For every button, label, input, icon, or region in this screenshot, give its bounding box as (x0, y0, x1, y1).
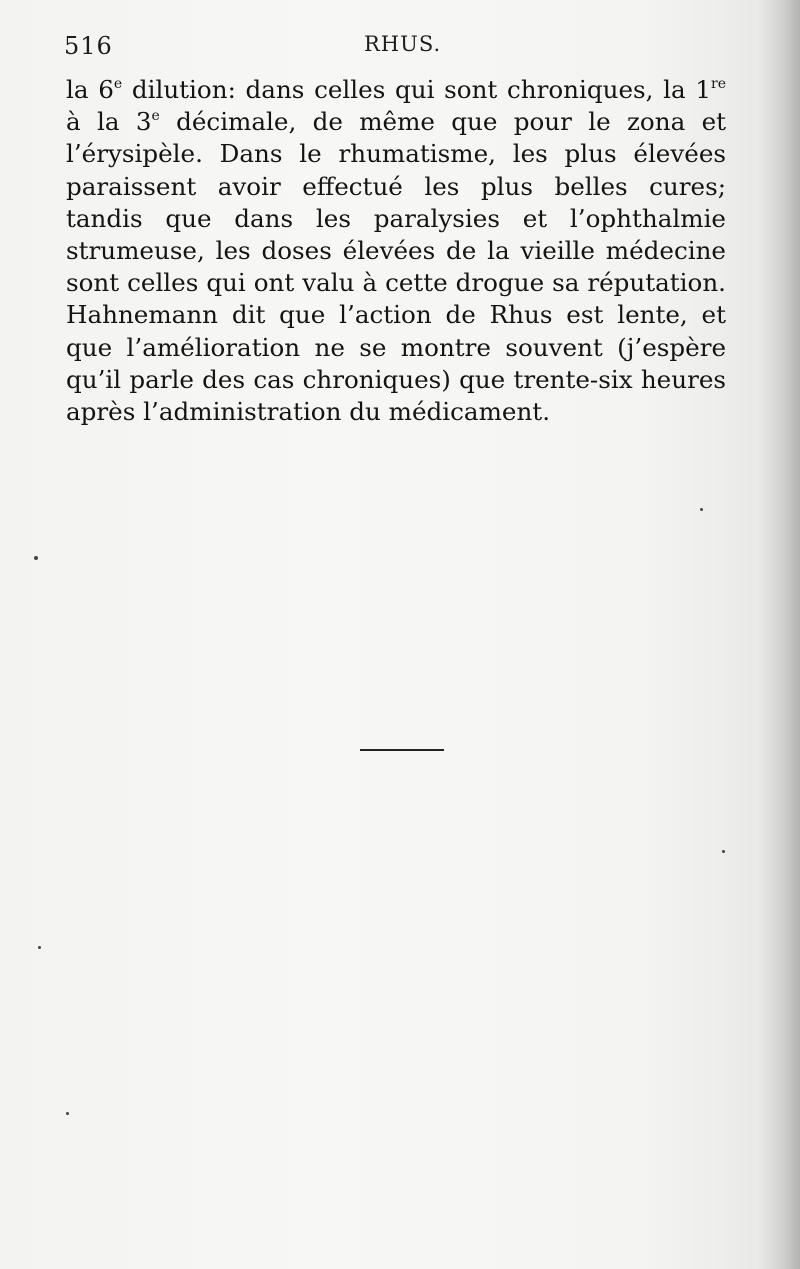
text-segment: dilution: dans celles qui sont chroniques, la 1 (122, 75, 712, 104)
text-segment: à la 3 (66, 107, 152, 137)
text-segment: la 6 (66, 75, 114, 104)
paper-speck (66, 1112, 69, 1115)
page-header (0, 28, 800, 68)
body-text (66, 74, 726, 428)
superscript: e (151, 108, 160, 125)
page-edge-shadow (758, 0, 800, 1269)
superscript: e (113, 76, 123, 92)
section-rule (360, 749, 444, 751)
paper-speck (34, 556, 38, 560)
paper-speck (700, 508, 703, 511)
running-head: RHUS. (364, 32, 442, 56)
paper-speck (722, 850, 725, 853)
text-segment: décimale, de même que pour le zona et l’érysipèle. Dans le rhumatisme, les plus élevées paraissent avoir effectué les plus belles cures; tandis que dans les paralysies et l’ophthalmie strumeuse, les doses élevées de la vieille médecine sont celles qui ont valu à cette drogue sa réputation. Hahnemann dit que l’action de Rhus est lente, et que l’amélioration ne se montre souvent (j’espère qu’il parle des cas chroniques) que trente-six heures après l’administration du médicament. (66, 107, 727, 427)
paragraph (66, 74, 726, 428)
superscript: re (711, 76, 726, 92)
page-number: 516 (64, 32, 113, 60)
paper-speck (38, 946, 41, 949)
